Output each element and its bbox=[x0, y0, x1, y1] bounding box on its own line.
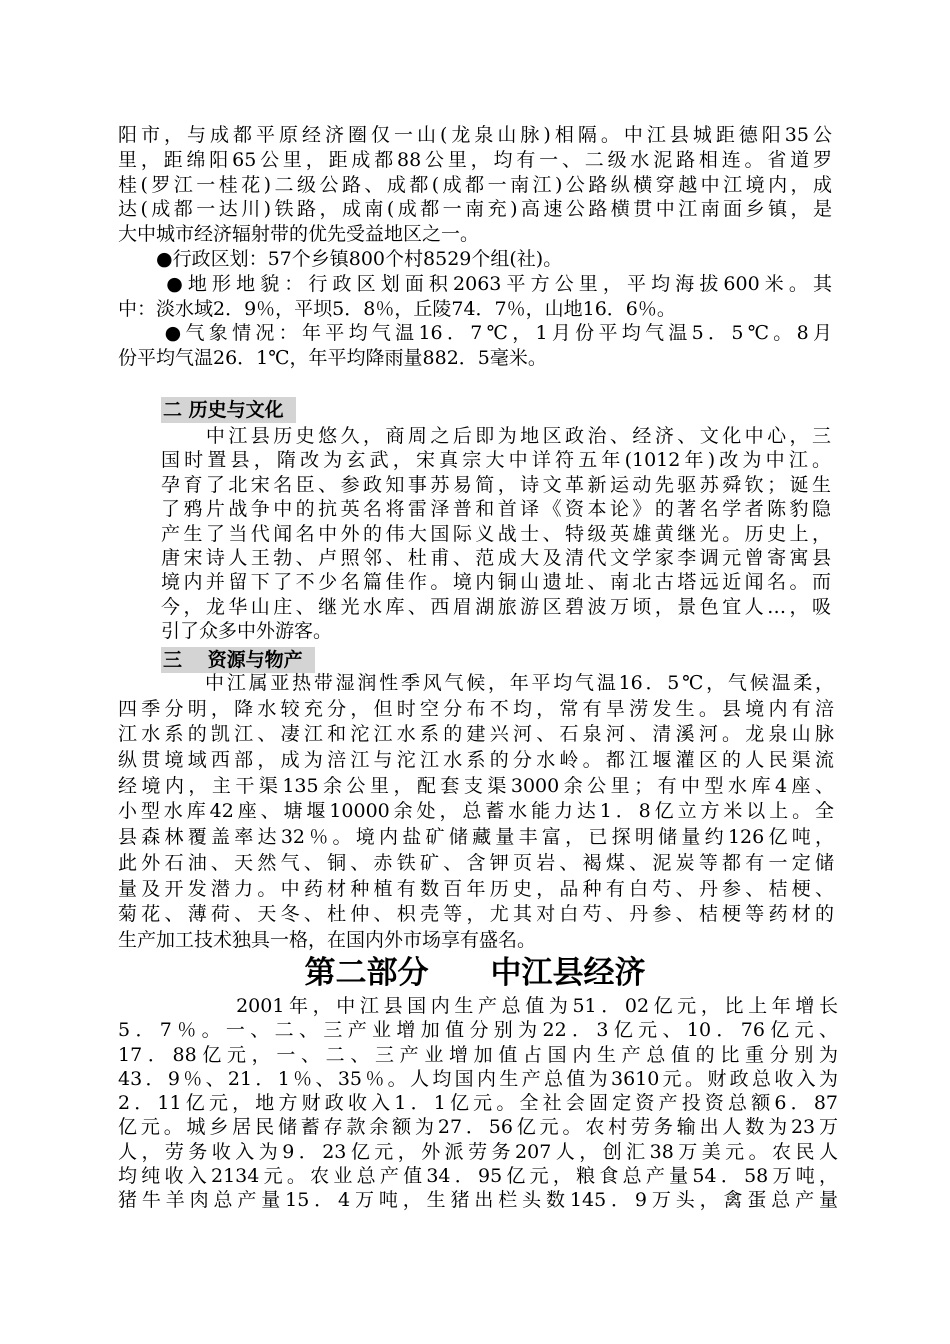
text-line: 中：淡水域2．9％，平坝5．8％，丘陵74．7％，山地16．6％。 bbox=[118, 297, 676, 320]
text-line: 量及开发潜力。中药材种植有数百年历史，品种有白芍、丹参、桔梗、 bbox=[118, 877, 834, 900]
resources-section bbox=[118, 671, 834, 954]
text-line: 2001年，中江县国内生产总值为51．02亿元，比上年增长 bbox=[118, 995, 838, 1017]
history-section bbox=[161, 424, 831, 644]
text-line: 境内并留下了不少名篇佳作。境内铜山遗址、南北古塔远近闻名。而 bbox=[161, 571, 831, 594]
text-line: 菊花、薄荷、天冬、杜仲、枳壳等，尤其对白芍、丹参、桔梗等药材的 bbox=[118, 903, 834, 926]
text-line: 2．11亿元，地方财政收入1．1亿元。全社会固定资产投资总额6．87 bbox=[118, 1092, 838, 1115]
text-line: 产生了当代闻名中外的伟大国际义战士、特级英雄黄继光。历史上， bbox=[161, 522, 831, 545]
text-line: 中江属亚热带湿润性季风气候，年平均气温16．5℃，气候温柔， bbox=[118, 672, 834, 694]
text-line: 中江县历史悠久，商周之后即为地区政治、经济、文化中心，三 bbox=[161, 425, 831, 447]
text-line: 引了众多中外游客。 bbox=[161, 620, 333, 643]
text-line: 17．88亿元，一、二、三产业增加值占国内生产总值的比重分别为 bbox=[118, 1043, 838, 1066]
text-line: 江水系的凯江、凄江和沱江水系的建兴河、石泉河、清溪河。龙泉山脉 bbox=[118, 723, 834, 746]
text-line: 唐宋诗人王勃、卢照邻、杜甫、范成大及清代文学家李调元曾寄寓县 bbox=[161, 546, 831, 569]
text-line: 份平均气温26．1℃，年平均降雨量882．5毫米。 bbox=[118, 347, 547, 370]
text-line: 桂(罗江一桂花)二级公路、成都(成都一南江)公路纵横穿越中江境内，成 bbox=[118, 173, 832, 196]
text-line: 了鸦片战争中的抗英名将雷泽普和首译《资本论》的著名学者陈豹隐 bbox=[161, 498, 831, 521]
text-line: 阳市，与成都平原经济圈仅一山(龙泉山脉)相隔。中江县城距德阳35公 bbox=[118, 124, 832, 146]
intro-section bbox=[118, 123, 832, 371]
bullet-admin-division: ●行政区划：57个乡镇800个村8529个组(社)。 bbox=[118, 247, 563, 270]
economy-section bbox=[118, 994, 838, 1213]
bullet-terrain: ●地形地貌：行政区划面积2063平方公里，平均海拔600米。其 bbox=[118, 272, 832, 295]
text-line: 大中城市经济辐射带的优先受益地区之一。 bbox=[118, 223, 480, 246]
section-heading-resources: 三 资源与物产 bbox=[161, 647, 315, 673]
text-line: 猪牛羊肉总产量15．4万吨，生猪出栏头数145．9万头，禽蛋总产量 bbox=[118, 1189, 838, 1212]
text-line: 生产加工技术独具一格，在国内外市场享有盛名。 bbox=[118, 928, 537, 951]
text-line: 孕育了北宋名臣、参政知事苏易简，诗文革新运动先驱苏舜钦；诞生 bbox=[161, 473, 831, 496]
text-line: 纵贯境域西部，成为涪江与沱江水系的分水岭。都江堰灌区的人民渠流 bbox=[118, 749, 834, 772]
text-line: 亿元。城乡居民储蓄存款余额为27．56亿元。农村劳务输出人数为23万 bbox=[118, 1116, 838, 1139]
text-line: 43．9％、21．1％、35％。人均国内生产总值为3610元。财政总收入为 bbox=[118, 1067, 838, 1090]
text-line: 小型水库42座、塘堰10000余处，总蓄水能力达1．8亿立方米以上。全 bbox=[118, 800, 834, 823]
text-line: 里，距绵阳65公里，距成都88公里，均有一、二级水泥路相连。省道罗 bbox=[118, 148, 832, 171]
text-line: 此外石油、天然气、铜、赤铁矿、含钾页岩、褐煤、泥炭等都有一定储 bbox=[118, 851, 834, 874]
text-line: 5．7％。一、二、三产业增加值分别为22．3亿元、10．76亿元、 bbox=[118, 1019, 838, 1042]
part-title: 第二部分 中江县经济 bbox=[304, 955, 646, 991]
text-line: 四季分明，降水较充分，但时空分布不均，常有旱涝发生。县境内有涪 bbox=[118, 697, 834, 720]
text-line: 经境内，主干渠135余公里，配套支渠3000余公里；有中型水库4座、 bbox=[118, 774, 834, 797]
text-line: 国时置县，隋改为玄武，宋真宗大中详符五年(1012年)改为中江。 bbox=[161, 449, 831, 472]
text-line: 今，龙华山庄、继光水库、西眉湖旅游区碧波万顷，景色宜人…，吸 bbox=[161, 595, 831, 618]
section-heading-history: 二 历史与文化 bbox=[161, 397, 296, 423]
text-line: 达(成都一达川)铁路，成南(成都一南充)高速公路横贯中江南面乡镇，是 bbox=[118, 198, 832, 221]
text-line: 均纯收入2134元。农业总产值34．95亿元，粮食总产量54．58万吨， bbox=[118, 1165, 838, 1188]
text-line: 县森林覆盖率达32％。境内盐矿储藏量丰富，已探明储量约126亿吨， bbox=[118, 826, 834, 849]
bullet-climate: ●气象情况：年平均气温16．7℃，1月份平均气温5．5℃。8月 bbox=[118, 322, 832, 345]
text-line: 人，劳务收入为9．23亿元，外派劳务207人，创汇38万美元。农民人 bbox=[118, 1140, 838, 1163]
